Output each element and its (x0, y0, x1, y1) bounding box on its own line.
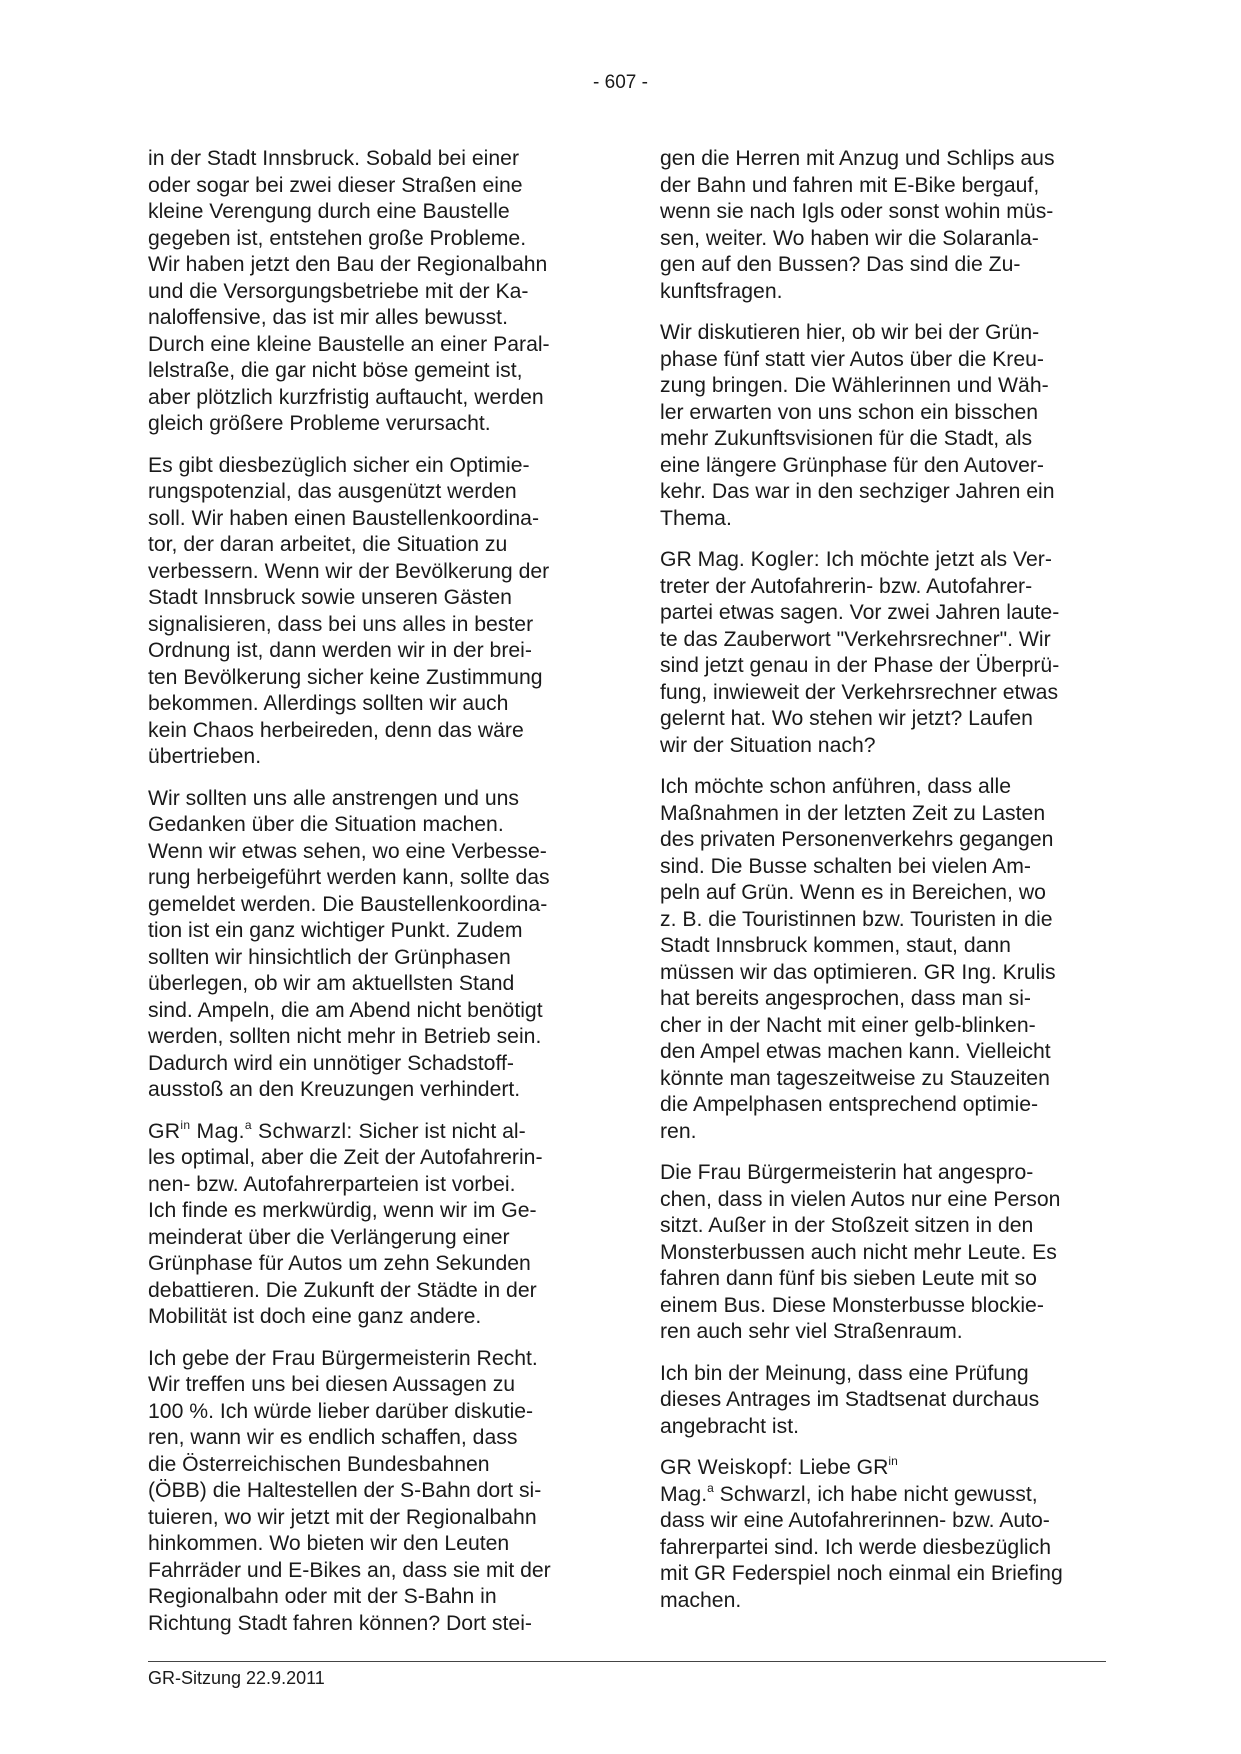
paragraph: Wir sollten uns alle anstrengen und uns Gedanken über die Situation machen. Wenn wir etwas sehen, wo eine Verbesse- rung herbeigeführt werden kann, sollte das gemeldet werden. Die Baustellenkoordina- tion ist ein ganz wichtiger Punkt. Zudem sollten wir hinsichtlich der Grünphasen überlegen, ob wir am aktuellsten Stand sind. Ampeln, die am Abend nicht benötigt werden, sollten nicht mehr in Betrieb sein. Dadurch wird ein unnötiger Schadstoff- ausstoß an den Kreuzungen verhindert. (148, 786, 550, 1101)
paragraph: Die Frau Bürgermeisterin hat angespro- chen, dass in vielen Autos nur eine Person sitzt. Außer in der Stoßzeit sitzen in den Monsterbussen auch nicht mehr Leute. Es fahren dann fünf bis sieben Leute mit so einem Bus. Diese Monsterbusse blockie- ren auch sehr viel Straßenraum. (660, 1161, 1061, 1343)
paragraph: Ich bin der Meinung, dass eine Prüfung dieses Antrages im Stadtsenat durchaus angebracht ist. (660, 1361, 1040, 1438)
right-column (660, 146, 1102, 1629)
paragraph: in der Stadt Innsbruck. Sobald bei einer oder sogar bei zwei dieser Straßen eine kleine Verengung durch eine Baustelle gegeben ist, entstehen große Probleme. Wir haben jetzt den Bau der Regionalbahn und die Versorgungsbetriebe mit der Ka- naloffensive, das ist mir alles bewusst. Durch eine kleine Baustelle an einer Paral- lelstraße, die gar nicht böse gemeint ist, aber plötzlich kurzfristig auftaucht, werden gleich größere Probleme verursacht. (148, 147, 550, 435)
paragraph: Es gibt diesbezüglich sicher ein Optimie- rungspotenzial, das ausgenützt werden soll. Wir haben einen Baustellenkoordina- tor, der daran arbeitet, die Situation zu verbessern. Wenn wir der Bevölkerung der Stadt Innsbruck sowie unseren Gästen signalisieren, dass bei uns alles in bester Ordnung ist, dann werden wir in der brei- ten Bevölkerung sicher keine Zustimmung bekommen. Allerdings sollten wir auch kein Chaos herbeireden, denn das wäre übertrieben. (148, 453, 550, 768)
paragraph: Ich gebe der Frau Bürgermeisterin Recht. Wir treffen uns bei diesen Aussagen zu 100 %. Ich würde lieber darüber diskutie- ren, wann wir es endlich schaffen, dass die Österreichischen Bundesbahnen (ÖBB) die Haltestellen der S-Bahn dort si- tuieren, wo wir jetzt mit der Regionalbahn hinkommen. Wo bieten wir den Leuten Fahrräder und E-Bikes an, dass sie mit der Regionalbahn oder mit der S-Bahn in Richtung Stadt fahren können? Dort stei- (148, 1346, 551, 1635)
speaker-label: $GR^{in}$ Mag.$^a$ Schwarzl: (148, 1117, 353, 1143)
paragraph-speaker-kogler: GR Mag. Kogler: Ich möchte jetzt als Ver- treter der Autofahrerin- bzw. Autofahrer- partei etwas sagen. Vor zwei Jahren laute- te das Zauberwort "Verkehrsrechner". Wir sind jetzt genau in der Phase der Überprü- fung, inwieweit der Verkehrsrechner etwas gelernt hat. Wo stehen wir jetzt? Laufen wir der Situation nach? (660, 548, 1060, 757)
footer-session-date: GR-Sitzung 22.9.2011 (148, 1668, 325, 1688)
paragraph: Wir diskutieren hier, ob wir bei der Grün- phase fünf statt vier Autos über die Kreu- zung bringen. Die Wählerinnen und Wäh- ler erwarten von uns schon ein bisschen mehr Zukunftsvisionen für die Stadt, als eine längere Grünphase für den Autover- kehr. Das war in den sechziger Jahren ein Thema. (660, 321, 1055, 530)
paragraph: gen die Herren mit Anzug und Schlips aus der Bahn und fahren mit E-Bike bergauf, wenn sie nach Igls oder sonst wohin müs- sen, weiter. Wo haben wir die Solaranla- gen auf den Bussen? Das sind die Zu- kunftsfragen. (660, 147, 1055, 303)
footer-divider (148, 1661, 1106, 1662)
speaker-label: GR Weiskopf: (660, 1456, 794, 1479)
paragraph-speaker-weiskopf: GR Weiskopf: Liebe $GR^{in}$ Mag.$^a$ Schwarzl, ich habe nicht gewusst, dass wir eine Autofahrerinnen- bzw. Auto- fahrerpartei sind. Ich werde diesbezüglich mit GR Federspiel noch einmal ein Briefing machen. (660, 1454, 1063, 1612)
paragraph-speaker-schwarzl: $GR^{in}$ Mag.$^a$ Schwarzl: Sicher ist nicht al- les optimal, aber die Zeit der Autofahrerin- nen- bzw. Autofahrerparteien ist vorbei. Ich finde es merkwürdig, wenn wir im Ge- meinderat über die Verlängerung einer Grünphase für Autos um zehn Sekunden debattieren. Die Zukunft der Städte in der Mobilität ist doch eine ganz andere. (148, 1117, 543, 1328)
speaker-label: GR Mag. Kogler: (660, 548, 820, 571)
page-number: - 607 - (593, 72, 648, 93)
paragraph: Ich möchte schon anführen, dass alle Maßnahmen in der letzten Zeit zu Lasten des privaten Personenverkehrs gegangen sind. Die Busse schalten bei vielen Am- peln auf Grün. Wenn es in Bereichen, wo z. B. die Touristinnen bzw. Touristen in die Stadt Innsbruck kommen, staut, dann müssen wir das optimieren. GR Ing. Krulis hat bereits angesprochen, dass man si- cher in der Nacht mit einer gelb-blinken- den Ampel etwas machen kann. Vielleicht könnte man tageszeitweise zu Stauzeiten die Ampelphasen entsprechend optimie- ren. (660, 775, 1056, 1143)
left-column (148, 146, 584, 1652)
